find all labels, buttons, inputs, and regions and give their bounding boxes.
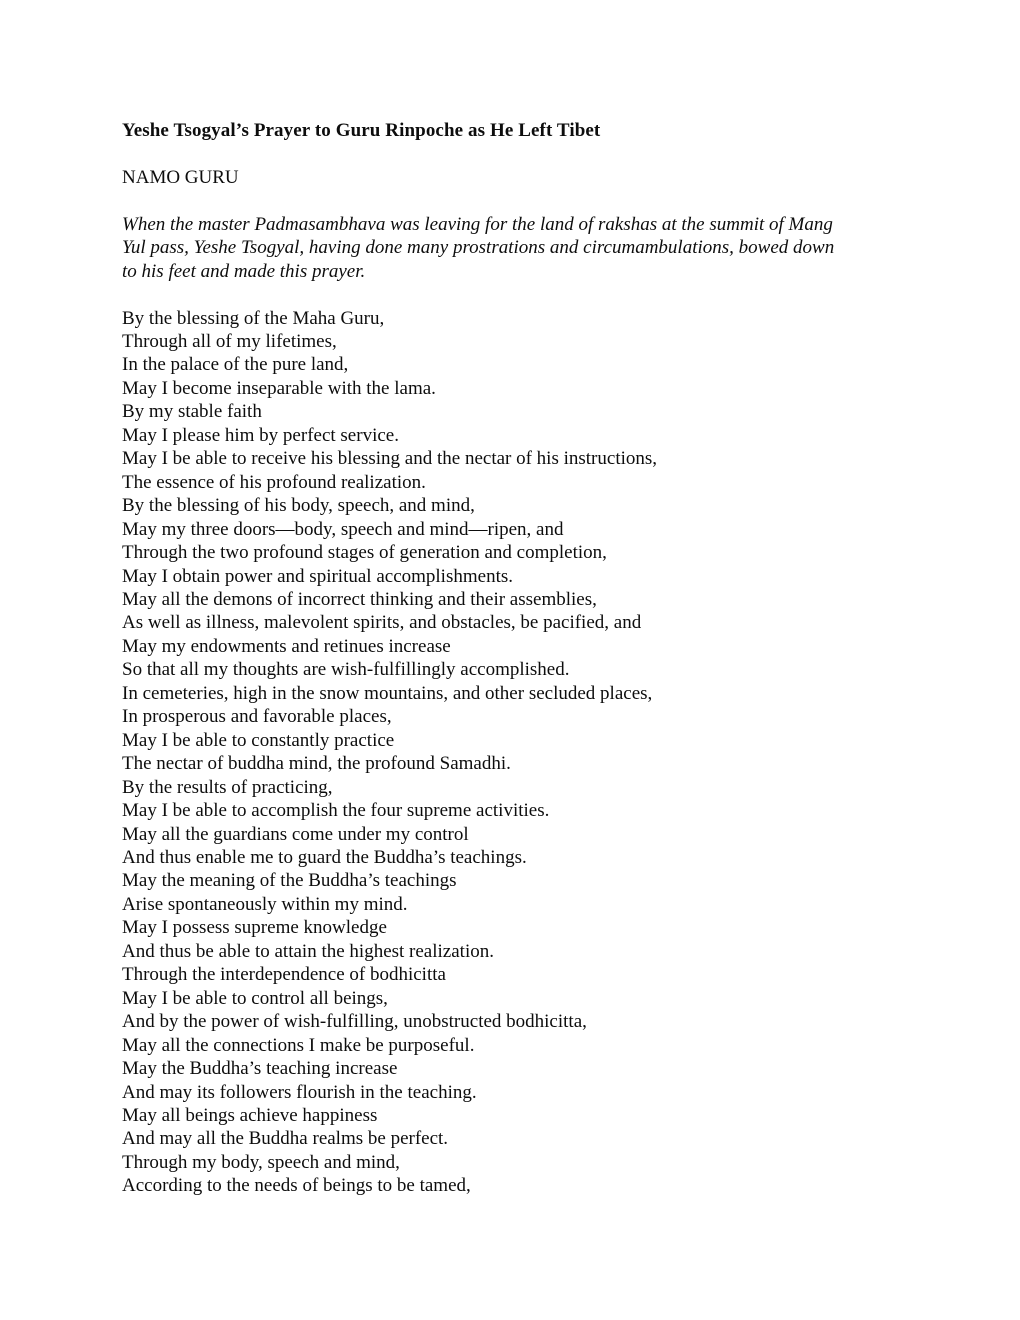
preamble-line: to his feet and made this prayer.: [122, 260, 366, 282]
poem-line: May all the connections I make be purposeful.: [122, 1034, 475, 1056]
poem-line: And thus be able to attain the highest realization.: [122, 940, 494, 962]
poem-line: May I possess supreme knowledge: [122, 917, 387, 939]
poem-line: And may its followers flourish in the teaching.: [122, 1081, 477, 1103]
poem-line: As well as illness, malevolent spirits, and obstacles, be pacified, and: [122, 612, 642, 634]
poem-line: In prosperous and favorable places,: [122, 706, 392, 728]
poem-line: By the blessing of his body, speech, and mind,: [122, 495, 475, 517]
preamble-line: When the master Padmasambhava was leaving for the land of rakshas at the summit of Mang: [122, 213, 833, 235]
salutation-text: NAMO GURU: [122, 166, 239, 188]
poem-line: May I become inseparable with the lama.: [122, 377, 436, 399]
poem-line: Arise spontaneously within my mind.: [122, 893, 408, 915]
preamble-paragraph: [122, 213, 910, 283]
prayer-body: [122, 307, 910, 1198]
poem-line: May the meaning of the Buddha’s teachings: [122, 870, 457, 892]
poem-line: May my three doors—body, speech and mind—ripen, and: [122, 518, 564, 540]
poem-line: Through the two profound stages of generation and completion,: [122, 542, 607, 564]
poem-line: The essence of his profound realization.: [122, 471, 426, 493]
poem-line: May I be able to receive his blessing and the nectar of his instructions,: [122, 448, 658, 470]
preamble-line: Yul pass, Yeshe Tsogyal, having done many prostrations and circumambulations, bowed down: [122, 237, 835, 259]
poem-line: In the palace of the pure land,: [122, 354, 349, 376]
poem-line: May all the demons of incorrect thinking and their assemblies,: [122, 589, 597, 611]
document-title: Yeshe Tsogyal’s Prayer to Guru Rinpoche as He Left Tibet: [122, 120, 601, 141]
poem-line: Through my body, speech and mind,: [122, 1151, 400, 1173]
poem-line: May my endowments and retinues increase: [122, 635, 451, 657]
poem-line: By the results of practicing,: [122, 776, 333, 798]
poem-line: May the Buddha’s teaching increase: [122, 1058, 398, 1080]
poem-line: May all beings achieve happiness: [122, 1104, 378, 1126]
poem-line: According to the needs of beings to be tamed,: [122, 1175, 471, 1197]
poem-line: May I obtain power and spiritual accomplishments.: [122, 565, 513, 587]
poem-line: By the blessing of the Maha Guru,: [122, 307, 385, 329]
poem-line: And may all the Buddha realms be perfect.: [122, 1128, 449, 1150]
poem-line: The nectar of buddha mind, the profound Samadhi.: [122, 753, 511, 775]
poem-line: May all the guardians come under my control: [122, 823, 469, 845]
poem-line: May I be able to control all beings,: [122, 987, 388, 1009]
poem-line: And by the power of wish-fulfilling, unobstructed bodhicitta,: [122, 1011, 587, 1033]
poem-line: May I be able to accomplish the four supreme activities.: [122, 800, 550, 822]
poem-line: Through all of my lifetimes,: [122, 331, 337, 353]
poem-line: In cemeteries, high in the snow mountains, and other secluded places,: [122, 682, 653, 704]
poem-line: And thus enable me to guard the Buddha’s teachings.: [122, 847, 527, 868]
poem-line: So that all my thoughts are wish-fulfillingly accomplished.: [122, 659, 570, 681]
poem-line: May I please him by perfect service.: [122, 424, 399, 446]
poem-line: Through the interdependence of bodhicitta: [122, 964, 446, 986]
poem-line: May I be able to constantly practice: [122, 729, 395, 751]
poem-line: By my stable faith: [122, 401, 262, 423]
